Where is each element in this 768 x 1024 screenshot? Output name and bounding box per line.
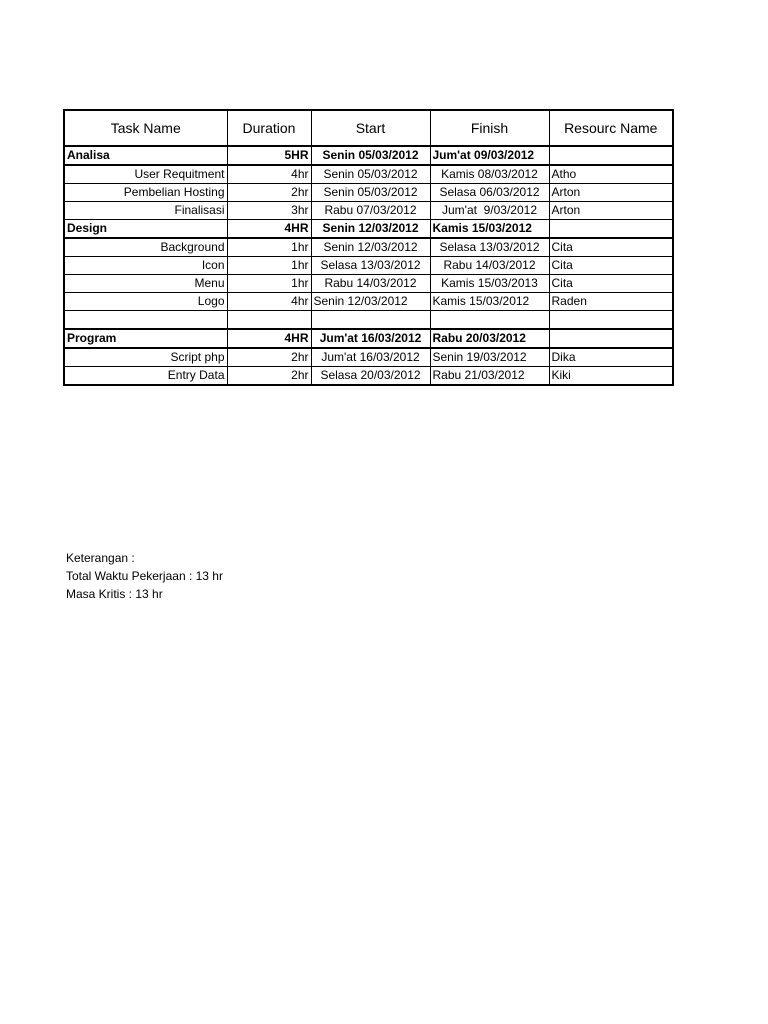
resource-cell: Cita: [549, 238, 673, 257]
task-cell: Entry Data: [64, 367, 227, 386]
duration-cell: 2hr: [227, 348, 311, 367]
start-cell: Jum'at 16/03/2012: [311, 329, 430, 348]
task-cell: User Requitment: [64, 165, 227, 184]
table-row: [64, 329, 673, 348]
resource-cell: [549, 220, 673, 239]
finish-cell: Jum'at 9/03/2012: [430, 202, 549, 220]
task-cell: [64, 311, 227, 330]
table-row: [64, 257, 673, 275]
finish-cell: Kamis 15/03/2013: [430, 275, 549, 293]
resource-cell: [549, 329, 673, 348]
table-row: [64, 165, 673, 184]
start-cell: [311, 311, 430, 330]
duration-cell: [227, 311, 311, 330]
header-task-name: Task Name: [64, 110, 227, 146]
task-cell: Icon: [64, 257, 227, 275]
table-row: [64, 311, 673, 330]
resource-cell: Cita: [549, 257, 673, 275]
start-cell: Senin 12/03/2012: [311, 220, 430, 239]
task-cell: Design: [64, 220, 227, 239]
duration-cell: 4HR: [227, 220, 311, 239]
task-cell: Script php: [64, 348, 227, 367]
start-cell: Rabu 07/03/2012: [311, 202, 430, 220]
table-row: [64, 238, 673, 257]
start-cell: Selasa 13/03/2012: [311, 257, 430, 275]
table-row: [64, 146, 673, 165]
finish-cell: Rabu 14/03/2012: [430, 257, 549, 275]
finish-cell: Jum'at 09/03/2012: [430, 146, 549, 165]
notes-section: [66, 549, 223, 603]
duration-cell: 2hr: [227, 367, 311, 386]
header-finish: Finish: [430, 110, 549, 146]
resource-cell: Atho: [549, 165, 673, 184]
header-resource-name: Resourc Name: [549, 110, 673, 146]
header-start: Start: [311, 110, 430, 146]
duration-cell: 3hr: [227, 202, 311, 220]
notes-total-time: Total Waktu Pekerjaan : 13 hr: [66, 569, 223, 583]
finish-cell: Selasa 06/03/2012: [430, 184, 549, 202]
finish-cell: Selasa 13/03/2012: [430, 238, 549, 257]
duration-cell: 4hr: [227, 165, 311, 184]
table-row: [64, 184, 673, 202]
task-cell: Logo: [64, 293, 227, 311]
finish-cell: Senin 19/03/2012: [430, 348, 549, 367]
finish-cell: Rabu 20/03/2012: [430, 329, 549, 348]
start-cell: Jum'at 16/03/2012: [311, 348, 430, 367]
finish-cell: Kamis 15/03/2012: [430, 220, 549, 239]
duration-cell: 4hr: [227, 293, 311, 311]
task-cell: Background: [64, 238, 227, 257]
duration-cell: 5HR: [227, 146, 311, 165]
finish-cell: Rabu 21/03/2012: [430, 367, 549, 386]
header-row: [64, 110, 673, 146]
task-cell: Menu: [64, 275, 227, 293]
table-row: [64, 202, 673, 220]
task-schedule-table: [63, 109, 674, 386]
table-row: [64, 348, 673, 367]
resource-cell: Kiki: [549, 367, 673, 386]
start-cell: Senin 12/03/2012: [311, 238, 430, 257]
duration-cell: 1hr: [227, 275, 311, 293]
notes-heading: Keterangan :: [66, 551, 135, 565]
start-cell: Senin 05/03/2012: [311, 146, 430, 165]
start-cell: Senin 05/03/2012: [311, 165, 430, 184]
table-row: [64, 275, 673, 293]
resource-cell: Raden: [549, 293, 673, 311]
start-cell: Senin 05/03/2012: [311, 184, 430, 202]
task-cell: Program: [64, 329, 227, 348]
resource-cell: [549, 311, 673, 330]
resource-cell: Arton: [549, 202, 673, 220]
resource-cell: Cita: [549, 275, 673, 293]
finish-cell: Kamis 15/03/2012: [430, 293, 549, 311]
table-row: [64, 367, 673, 386]
duration-cell: 1hr: [227, 238, 311, 257]
task-cell: Pembelian Hosting: [64, 184, 227, 202]
finish-cell: [430, 311, 549, 330]
duration-cell: 2hr: [227, 184, 311, 202]
task-cell: Finalisasi: [64, 202, 227, 220]
notes-critical-path: Masa Kritis : 13 hr: [66, 587, 163, 601]
task-cell: Analisa: [64, 146, 227, 165]
start-cell: Selasa 20/03/2012: [311, 367, 430, 386]
duration-cell: 4HR: [227, 329, 311, 348]
table-row: [64, 220, 673, 239]
start-cell: Rabu 14/03/2012: [311, 275, 430, 293]
header-duration: Duration: [227, 110, 311, 146]
resource-cell: [549, 146, 673, 165]
duration-cell: 1hr: [227, 257, 311, 275]
start-cell: Senin 12/03/2012: [311, 293, 430, 311]
finish-cell: Kamis 08/03/2012: [430, 165, 549, 184]
resource-cell: Arton: [549, 184, 673, 202]
table-row: [64, 293, 673, 311]
resource-cell: Dika: [549, 348, 673, 367]
